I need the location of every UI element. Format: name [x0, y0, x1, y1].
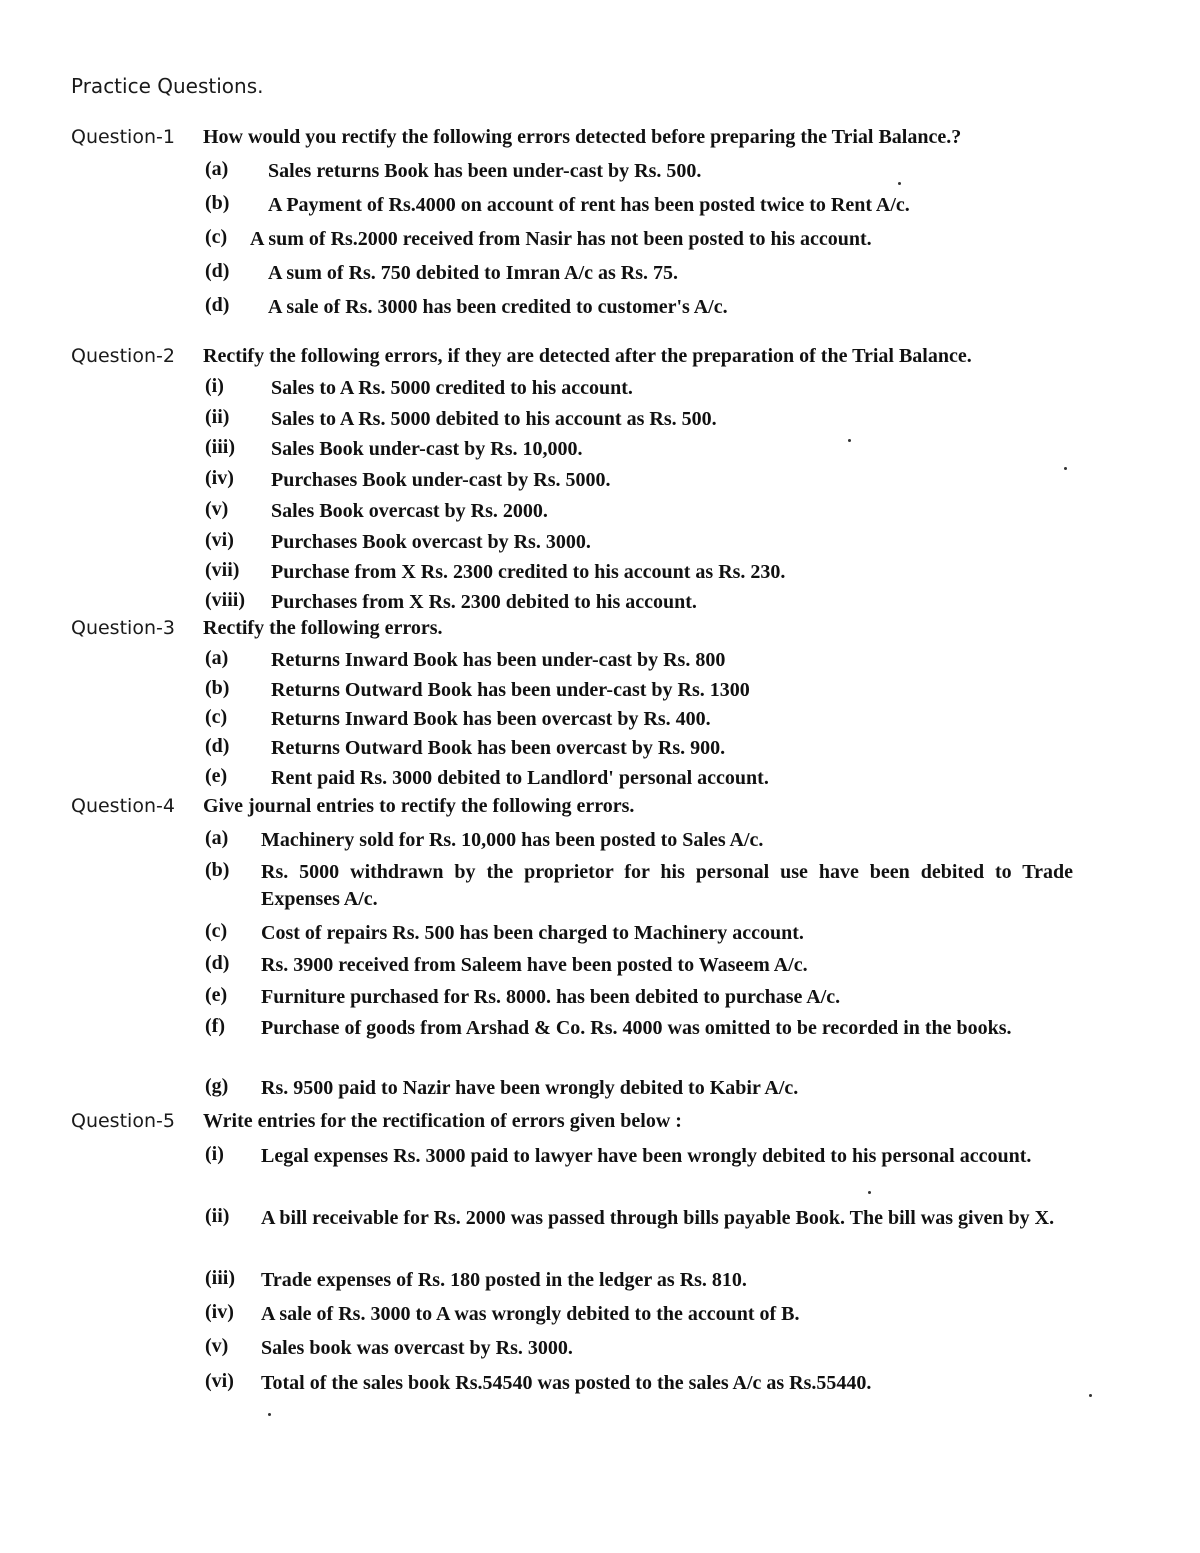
question-label: Question-4: [71, 795, 175, 817]
item-marker: (c): [205, 226, 228, 248]
scan-speck: [1064, 467, 1067, 470]
item-marker: (iv): [205, 467, 234, 489]
item-text: Returns Outward Book has been under-cast by Rs. 1300: [271, 679, 750, 701]
item-marker: (iii): [205, 436, 235, 458]
item-text: Purchases Book under-cast by Rs. 5000.: [271, 469, 611, 491]
item-text: Rs. 3900 received from Saleem have been posted to Waseem A/c.: [261, 954, 808, 976]
item-marker: (iv): [205, 1301, 234, 1323]
item-marker: (viii): [205, 589, 245, 611]
item-text: A sum of Rs.2000 received from Nasir has not been posted to his account.: [250, 228, 872, 250]
item-text: Sales book was overcast by Rs. 3000.: [261, 1337, 573, 1359]
question-text: Rectify the following errors, if they are detected after the preparation of the Trial Balance.: [203, 345, 972, 367]
item-marker: (vii): [205, 559, 240, 581]
item-text: Machinery sold for Rs. 10,000 has been posted to Sales A/c.: [261, 829, 764, 851]
item-marker: (vi): [205, 1370, 234, 1392]
item-marker: (d): [205, 952, 230, 974]
item-text: A sale of Rs. 3000 to A was wrongly debited to the account of B.: [261, 1303, 800, 1325]
question-label: Question-2: [71, 345, 175, 367]
item-text: Rent paid Rs. 3000 debited to Landlord' personal account.: [271, 767, 769, 789]
item-marker: (c): [205, 706, 228, 728]
item-text: Purchases from X Rs. 2300 debited to his account.: [271, 591, 697, 613]
item-marker: (iii): [205, 1267, 235, 1289]
item-text: A Payment of Rs.4000 on account of rent has been posted twice to Rent A/c.: [268, 194, 910, 216]
item-marker: (v): [205, 1335, 229, 1357]
item-marker: (e): [205, 765, 228, 787]
item-marker: (i): [205, 375, 224, 397]
item-marker: (b): [205, 859, 230, 881]
question-text: Write entries for the rectification of errors given below :: [203, 1110, 682, 1132]
question-text: Rectify the following errors.: [203, 617, 443, 639]
item-text: Total of the sales book Rs.54540 was posted to the sales A/c as Rs.55440.: [261, 1372, 872, 1394]
scan-speck: [1089, 1394, 1092, 1397]
item-marker: (b): [205, 677, 230, 699]
item-marker: (f): [205, 1015, 225, 1037]
question-text: Give journal entries to rectify the following errors.: [203, 795, 635, 817]
item-text: Sales to A Rs. 5000 debited to his account as Rs. 500.: [271, 408, 717, 430]
scan-speck: [898, 182, 901, 185]
scan-speck: [848, 439, 851, 442]
item-text: Cost of repairs Rs. 500 has been charged to Machinery account.: [261, 922, 804, 944]
scan-speck: [868, 1191, 871, 1194]
item-marker: (c): [205, 920, 228, 942]
item-marker: (d): [205, 294, 230, 316]
page-title: Practice Questions.: [71, 74, 264, 98]
item-marker: (i): [205, 1143, 224, 1165]
item-text: Sales returns Book has been under-cast by Rs. 500.: [268, 160, 702, 182]
item-text: Returns Inward Book has been under-cast by Rs. 800: [271, 649, 726, 671]
item-text: Rs. 5000 withdrawn by the proprietor for his personal use have been debited to Trade Expenses A/c.: [261, 861, 1073, 910]
item-marker: (d): [205, 260, 230, 282]
item-text: Returns Inward Book has been overcast by Rs. 400.: [271, 708, 711, 730]
item-marker: (d): [205, 735, 230, 757]
question-label: Question-1: [71, 126, 175, 148]
item-text: Purchase from X Rs. 2300 credited to his account as Rs. 230.: [271, 561, 786, 583]
item-marker: (a): [205, 158, 229, 180]
item-text: A sum of Rs. 750 debited to Imran A/c as Rs. 75.: [268, 262, 679, 284]
item-marker: (b): [205, 192, 230, 214]
item-marker: (ii): [205, 406, 230, 428]
item-text: Purchase of goods from Arshad & Co. Rs. 4000 was omitted to be recorded in the books.: [261, 1017, 1012, 1039]
item-marker: (vi): [205, 529, 234, 551]
item-text: A bill receivable for Rs. 2000 was passed through bills payable Book. The bill was given by X.: [261, 1207, 1055, 1229]
item-text: A sale of Rs. 3000 has been credited to customer's A/c.: [268, 296, 728, 318]
item-marker: (g): [205, 1075, 229, 1097]
question-text: How would you rectify the following errors detected before preparing the Trial Balance.?: [203, 126, 962, 148]
item-marker: (a): [205, 827, 229, 849]
item-marker: (v): [205, 498, 229, 520]
question-label: Question-5: [71, 1110, 175, 1132]
item-text: Sales to A Rs. 5000 credited to his account.: [271, 377, 633, 399]
item-text: Sales Book overcast by Rs. 2000.: [271, 500, 548, 522]
item-text: Returns Outward Book has been overcast by Rs. 900.: [271, 737, 726, 759]
question-label: Question-3: [71, 617, 175, 639]
item-marker: (ii): [205, 1205, 230, 1227]
item-text: Purchases Book overcast by Rs. 3000.: [271, 531, 591, 553]
item-marker: (a): [205, 647, 229, 669]
item-marker: (e): [205, 984, 228, 1006]
scan-speck: [268, 1413, 271, 1416]
item-text: Trade expenses of Rs. 180 posted in the ledger as Rs. 810.: [261, 1269, 747, 1291]
item-text: Legal expenses Rs. 3000 paid to lawyer have been wrongly debited to his personal account.: [261, 1145, 1032, 1167]
item-text: Furniture purchased for Rs. 8000. has been debited to purchase A/c.: [261, 986, 841, 1008]
item-text: Sales Book under-cast by Rs. 10,000.: [271, 438, 583, 460]
item-text: Rs. 9500 paid to Nazir have been wrongly debited to Kabir A/c.: [261, 1077, 799, 1099]
